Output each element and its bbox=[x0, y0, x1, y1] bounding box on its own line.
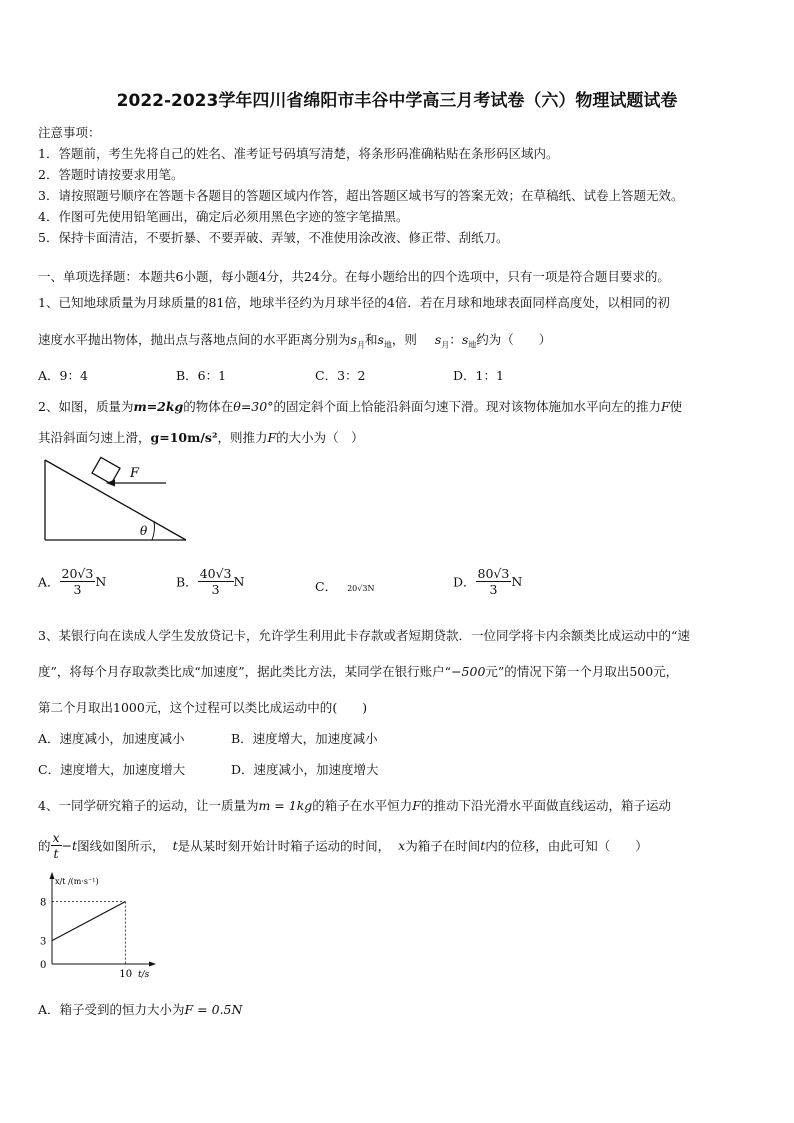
x-axis-label: t/s bbox=[138, 970, 150, 980]
q3-amount: −500 bbox=[451, 664, 486, 679]
question-2-line1 bbox=[38, 397, 682, 415]
q4-text: 是从某时刻开始计时箱子运动的时间， bbox=[177, 838, 391, 854]
q1-option-b: B．6：1 bbox=[176, 368, 227, 383]
unit: N bbox=[233, 574, 245, 589]
q1-about: 约为（ ） bbox=[476, 332, 552, 347]
q2-text: 的大小为（ ） bbox=[276, 430, 364, 445]
question-1-line2 bbox=[38, 330, 551, 351]
section-heading: 一、单项选择题：本题共6小题，每小题4分，共24分。在每小题给出的四个选项中，只有一项是符合题目要求的。 bbox=[38, 269, 670, 284]
q1-then: ，则 bbox=[391, 332, 417, 347]
unit: N bbox=[511, 574, 523, 589]
q2-gravity: g=10m/s² bbox=[150, 430, 218, 445]
q4-x: x bbox=[398, 838, 406, 853]
notice-item: 3．请按照题号顺序在答题卡各题目的答题区域内作答，超出答题区域书写的答案无效；在草稿纸、试卷上答题无效。 bbox=[38, 188, 684, 203]
q2-option-d bbox=[453, 566, 522, 597]
y-axis-arrow bbox=[50, 872, 55, 879]
question-3-line2 bbox=[38, 662, 678, 680]
q1-option-d: D．1：1 bbox=[453, 368, 504, 383]
fraction-numerator: 40√3 bbox=[199, 566, 232, 581]
q4-text: 的箱子在水平恒力 bbox=[312, 798, 413, 813]
tick-label: 3 bbox=[40, 936, 47, 948]
q1-text: 速度水平抛出物体，抛出点与落地点间的水平距离分别为 bbox=[38, 332, 351, 347]
option-label: B． bbox=[176, 574, 198, 590]
notice-heading: 注意事项： bbox=[38, 125, 101, 140]
tick-label: 10 bbox=[119, 969, 133, 980]
q2-text: 的物体在 bbox=[183, 399, 234, 414]
q4-force-symbol: F bbox=[412, 798, 421, 813]
notice-item: 4．作图可先使用铅笔画出，确定后必须用黑色字迹的签字笔描黑。 bbox=[38, 209, 409, 224]
question-3-line1: 3、某银行向在读成人学生发放贷记卡，允许学生利用此卡存款或者短期贷款．一位同学将卡内余额类比成运动中的“速 bbox=[38, 628, 690, 643]
series-line bbox=[52, 902, 125, 941]
q4-minus-t: −t bbox=[61, 838, 78, 853]
question-2-line2 bbox=[38, 428, 364, 446]
q1-s-earth: s bbox=[377, 332, 384, 347]
q2-text: 使 bbox=[669, 399, 683, 414]
fraction-denominator: t bbox=[53, 846, 59, 861]
q3-text: 度”，将每个月存取款类比成“加速度”，据此类比方法，某同学在银行账户“ bbox=[38, 664, 452, 679]
q4-mass: m = 1kg bbox=[258, 798, 313, 813]
notice-item: 2．答题时请按要求用笔。 bbox=[38, 167, 184, 182]
q1-s-moon: s bbox=[350, 332, 357, 347]
q2-angle: θ=30° bbox=[233, 399, 274, 414]
q2-mass: m=2kg bbox=[133, 399, 184, 414]
block bbox=[92, 457, 120, 484]
q4-text: 内的位移，由此可知（ ） bbox=[485, 838, 648, 854]
incline-diagram bbox=[40, 455, 190, 545]
angle-label: θ bbox=[140, 524, 148, 538]
q1-and: 和 bbox=[364, 332, 378, 347]
q4-text: 为箱子在时间 bbox=[405, 838, 481, 854]
q2-force-symbol: F bbox=[267, 430, 277, 445]
question-4-line2 bbox=[38, 830, 648, 861]
fraction-numerator: 20√3 bbox=[61, 566, 94, 581]
q1-ratio-sub2: 地 bbox=[468, 340, 477, 350]
q3-option-b: B．速度增大，加速度减小 bbox=[231, 731, 378, 746]
q2-option-b bbox=[176, 566, 244, 597]
notice-item: 5．保持卡面清洁，不要折暴、不要弄破、弄皱，不准使用涂改液、修正带、刮纸刀。 bbox=[38, 230, 509, 245]
q2-text: 2、如图，质量为 bbox=[38, 399, 134, 414]
q1-option-c: C．3：2 bbox=[315, 368, 366, 383]
q3-option-a: A．速度减小，加速度减小 bbox=[38, 731, 185, 746]
question-1-line1: 1、已知地球质量为月球质量的81倍，地球半径约为月球半径的4倍．若在月球和地球表面同样高度处，以相同的初 bbox=[38, 295, 670, 310]
q2-text: ，则推力 bbox=[217, 430, 268, 445]
angle-arc bbox=[152, 521, 154, 540]
q3-text: 元”的情况下第一个月取出500元， bbox=[485, 664, 679, 679]
q4-option-a bbox=[38, 1000, 242, 1018]
q2-text: 其沿斜面匀速上滑， bbox=[38, 430, 151, 445]
q1-ratio-s2: s bbox=[461, 332, 469, 347]
option-label: C． bbox=[315, 579, 338, 594]
q4-text: 4、一同学研究箱子的运动，让一质量为 bbox=[38, 798, 259, 813]
option-label: A． bbox=[38, 574, 60, 590]
q1-sub-moon: 月 bbox=[356, 340, 365, 350]
xt-t-chart bbox=[30, 872, 160, 982]
q1-option-a: A．9：4 bbox=[38, 368, 88, 383]
q4-t: t bbox=[480, 838, 486, 853]
q1-sub-earth: 地 bbox=[383, 340, 392, 350]
fraction-denominator: 3 bbox=[211, 582, 220, 597]
y-axis-label: x/t /(m·s⁻¹) bbox=[55, 877, 99, 886]
question-3-line3: 第二个月取出1000元，这个过程可以类比成运动中的( ) bbox=[38, 700, 368, 715]
q4-value: F = 0.5N bbox=[184, 1002, 243, 1017]
tick-label: 0 bbox=[40, 960, 47, 971]
fraction-numerator: x bbox=[52, 830, 60, 845]
q4-text: 图线如图所示， bbox=[77, 838, 165, 854]
x-axis-arrow bbox=[149, 962, 156, 967]
unit: N bbox=[95, 574, 107, 589]
q3-option-d: D．速度减小，加速度增大 bbox=[231, 762, 379, 777]
q4-text: 的 bbox=[38, 838, 51, 854]
q4-t: t bbox=[172, 838, 178, 853]
notice-item: 1．答题前，考生先将自己的姓名、准考证号码填写清楚，将条形码准确粘贴在条形码区域内。 bbox=[38, 146, 559, 161]
option-label: D． bbox=[453, 574, 476, 590]
question-4-line1 bbox=[38, 796, 671, 814]
force-label: F bbox=[130, 466, 140, 481]
q1-ratio-sub1: 月 bbox=[441, 340, 450, 350]
q4-text: A．箱子受到的恒力大小为 bbox=[38, 1002, 185, 1017]
tick-label: 8 bbox=[40, 897, 47, 909]
page-title: 2022-2023学年四川省绵阳市丰谷中学高三月考试卷（六）物理试题试卷 bbox=[116, 91, 678, 111]
q2-force-symbol: F bbox=[660, 399, 670, 414]
q2-option-a bbox=[38, 566, 106, 597]
fraction-denominator: 3 bbox=[73, 582, 82, 597]
fraction-numerator: 80√3 bbox=[477, 566, 510, 581]
q2-text: 的固定斜个面上恰能沿斜面匀速下滑。现对该物体施加水平向左的推力 bbox=[273, 399, 661, 414]
q4-text: 的推动下沿光滑水平面做直线运动，箱子运动 bbox=[420, 798, 671, 813]
q3-option-c: C．速度增大，加速度增大 bbox=[38, 762, 186, 777]
q2-option-c bbox=[315, 577, 374, 595]
fraction-denominator: 3 bbox=[489, 582, 498, 597]
q1-colon: ： bbox=[449, 332, 462, 347]
option-value: 20√3N bbox=[347, 584, 375, 593]
q1-ratio-s1: s bbox=[434, 332, 442, 347]
